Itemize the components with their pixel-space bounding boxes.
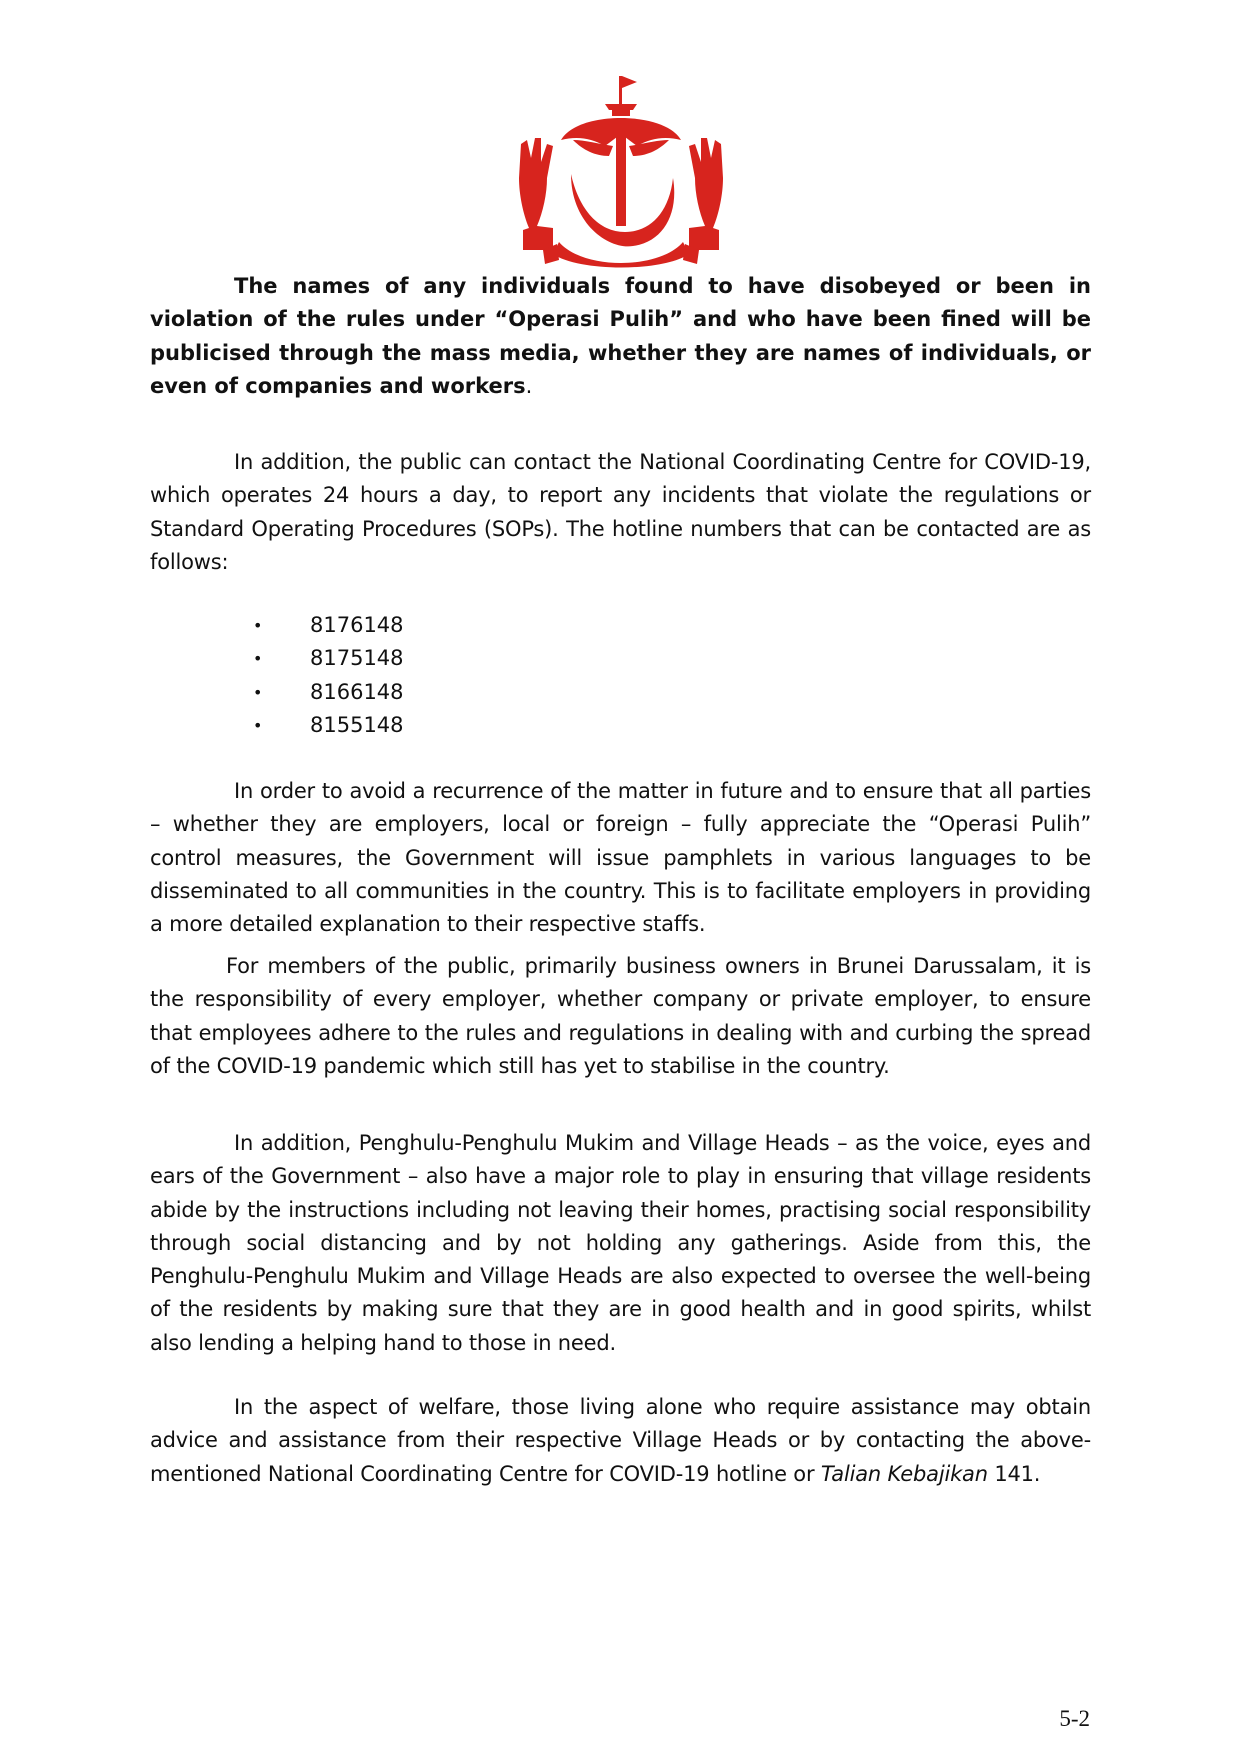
hotline-list	[150, 609, 750, 742]
paragraph-6-text: In the aspect of welfare, those living alone who require assistance may obtain advice and assistance from their respective Village Heads or by contacting the above-mentioned National Coordinating Centre for COVID-19 hotline or	[150, 1395, 1091, 1486]
hotline-number: 8166148	[310, 679, 404, 704]
bullet-icon: •	[253, 715, 263, 735]
talian-kebajikan-text: Talian Kebajikan	[820, 1461, 988, 1486]
paragraph-1-period: .	[525, 373, 533, 398]
paragraph-4: For members of the public, primarily business owners in Brunei Darussalam, it is the responsibility of every employer, whether company or private employer, to ensure that employees adhere to the rules and regulations in dealing with and curbing the spread of the COVID-19 pandemic which still has yet to stabilise in the country.	[150, 954, 1091, 1078]
hotline-item	[150, 609, 750, 642]
paragraph-3: In order to avoid a recurrence of the matter in future and to ensure that all parties – whether they are employers, local or foreign – fully appreciate the “Operasi Pulih” control measures, the Government will issue pamphlets in various languages to be disseminated to all communities in the country. This is to facilitate employers in providing a more detailed explanation to their respective staffs.	[150, 779, 1091, 937]
hotline-number: 8175148	[310, 646, 404, 671]
paragraph-1-text: The names of any individuals found to have disobeyed or been in violation of the rules under “Operasi Pulih” and who have been fined will be publicised through the mass media, whether they are names of individuals, or even of companies and workers	[150, 274, 1091, 398]
brunei-crest-icon	[513, 74, 729, 270]
paragraph-6	[150, 1391, 1091, 1491]
paragraph-2: In addition, the public can contact the National Coordinating Centre for COVID-19, which operates 24 hours a day, to report any incidents that violate the regulations or Standard Operating Procedures (SOPs). The hotline numbers that can be contacted are as follows:	[150, 450, 1091, 574]
hotline-number: 8176148	[310, 613, 404, 637]
paragraph-1	[150, 270, 1091, 403]
hotline-item	[150, 642, 750, 675]
hotline-item	[150, 709, 750, 742]
hotline-item	[150, 676, 750, 709]
paragraph-6-end: 141.	[987, 1461, 1041, 1486]
bullet-icon: •	[253, 682, 263, 702]
bullet-icon: •	[253, 616, 263, 635]
hotline-number: 8155148	[310, 712, 404, 737]
page-number: 5-2	[1059, 1706, 1090, 1731]
paragraph-5: In addition, Penghulu-Penghulu Mukim and Village Heads – as the voice, eyes and ears of the Government – also have a major role to play in ensuring that village residents abide by the instructions including not leaving their homes, practising social responsibility through social distancing and by not holding any gatherings. Aside from this, the Penghulu-Penghulu Mukim and Village Heads are also expected to oversee the well-being of the residents by making sure that they are in good health and in good spirits, whilst also lending a helping hand to those in need.	[150, 1131, 1091, 1355]
bullet-icon: •	[253, 649, 263, 669]
